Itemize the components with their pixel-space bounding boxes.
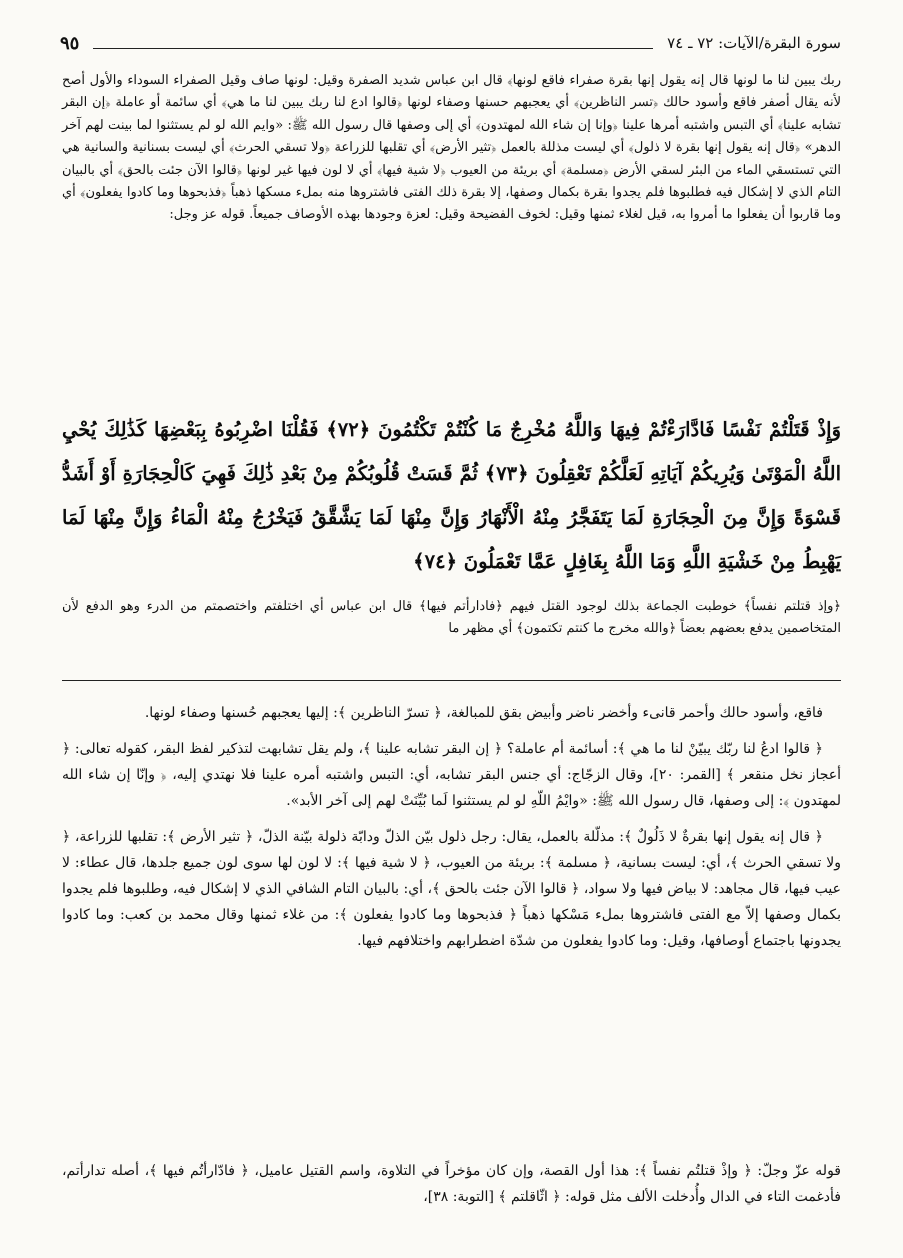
tafsir-after-verse: ﴿وإذ قتلتم نفساً﴾ خوطبت الجماعة بذلك لوجود القتل فيهم ﴿فادارأتم فيها﴾ قال ابن عباس أي اختلفتم واختصمتم من الدرء وهو الدفع لأن المتخاصمين يدفع بعضهم بعضاً ﴿والله مخرج ما كنتم تكتمون﴾ أي مظهر ما (62, 599, 841, 637)
footnote-divider (62, 680, 841, 681)
quran-verses: وَإِذْ قَتَلْتُمْ نَفْسًا فَادَّارَءْتُمْ فِيهَا وَاللَّهُ مُخْرِجٌ مَا كُنْتُمْ تَكْتُمُونَ ﴿٧٢﴾ فَقُلْنَا اضْرِبُوهُ بِبَعْضِهَا كَذَٰلِكَ يُحْيِ اللَّهُ الْمَوْتَىٰ وَيُرِيكُمْ آيَاتِهِ لَعَلَّكُمْ تَعْقِلُونَ ﴿٧٣﴾ ثُمَّ قَسَتْ قُلُوبُكُمْ مِنْ بَعْدِ ذَٰلِكَ فَهِيَ كَالْحِجَارَةِ أَوْ أَشَدُّ قَسْوَةً وَإِنَّ مِنَ الْحِجَارَةِ لَمَا يَتَفَجَّرُ مِنْهُ الْأَنْهَارُ وَإِنَّ مِنْهَا لَمَا يَشَّقَّقُ فَيَخْرُجُ مِنْهُ الْمَاءُ وَإِنَّ مِنْهَا لَمَا يَهْبِطُ مِنْ خَشْيَةِ اللَّهِ وَمَا اللَّهُ بِغَافِلٍ عَمَّا تَعْمَلُونَ ﴿٧٤﴾ (62, 418, 842, 573)
footnote-paragraph: ﴿ قالوا ادعُ لنا ربّك يبيّنْ لنا ما هي ﴾: أسائمة أم عاملة؟ ﴿ إن البقر تشابه علينا ﴾، ولم يقل تشابهت لتذكير لفظ البقر، كقوله تعالى: ﴿ أعجاز نخل منقعر ﴾ [القمر: ٢٠]، وقال الزجّاج: أي جنس البقر تشابه، أي: التبس واشتبه أمره علينا فلا نهتدي إليه، ﴿ وإنّا إن شاء الله لمهتدون ﴾: إلى وصفها، قال رسول الله ﷺ: «وايْمُ اللّهِ لو لم يستثنوا لَما بُيِّنَتْ لهم إلى آخر الأبد». (62, 741, 841, 809)
footnote-paragraph: ﴿ قال إنه يقول إنها بقرةٌ لا ذَلُولٌ ﴾: مذلّلة بالعمل، يقال: رجل ذلول بيّن الذلّ ودابّة ذلولة بيّنة الذلّ، ﴿ تثير الأرض ﴾: تقلبها للزراعة، ﴿ ولا تسقي الحرث ﴾، أي: ليست بسانية، ﴿ مسلمة ﴾: بريئة من العيوب، ﴿ لا شية فيها ﴾: لا لون لها سوى لون جميع جلدها، قال عطاء: لا عيب فيها، قال مجاهد: لا بياض فيها ولا سواد، ﴿ قالوا الآن جئت بالحق ﴾، أي: بالبيان التام الشافي الذي لا إشكال فيه، وطلبوها فلم يجدوا بكمال وصفها إلاّ مع الفتى فاشتروها بملء مَسْكها ذهباً ﴿ فذبحوها وما كادوا يفعلون ﴾: من غلاء ثمنها وقال محمد بن كعب: وما كادوا يجدونها باجتماع أوصافها، وقيل: وما كادوا يفعلون من شدّة اضطرابهم واختلافهم فيها. (62, 829, 842, 949)
surah-verses-title: سورة البقرة/الآيات: ٧٢ ـ ٧٤ (667, 34, 841, 52)
page-header (60, 28, 841, 58)
footnote-paragraph: فاقع، وأسود حالك وأحمر قانىء وأخضر ناضر وأبيض بقق للمبالغة، ﴿ تسرّ الناظرين ﴾: إليها يعجبهم حُسنها وصفاء لونها. (144, 705, 823, 721)
page-number: ٩٥ (60, 32, 80, 54)
tafsir-paragraph: ربك يبين لنا ما لونها قال إنه يقول إنها بقرة صفراء فاقع لونها﴾ قال ابن عباس شديد الصفرة وقيل: لونها صاف وقيل الصفراء السوداء والأول أصح لأنه يقال أصفر فاقع وأسود حالك ﴿تسر الناظرين﴾ أي يعجبهم حسنها وصفاء لونها ﴿قالوا ادع لنا ربك يبين لنا ما هي﴾ أي سائمة أو عاملة ﴿إن البقر تشابه علينا﴾ أي التبس واشتبه أمرها علينا ﴿وإنا إن شاء الله لمهتدون﴾ أي إلى وصفها قال رسول الله ﷺ: «وايم الله لو لم يستثنوا لما بينت لهم آخر الدهر» ﴿قال إنه يقول إنها بقرة لا ذلول﴾ أي ليست مذللة بالعمل ﴿تثير الأرض﴾ أي تقلبها للزراعة ﴿ولا تسقي الحرث﴾ أي ليست بسنانية والسانية هي التي تستسقي الماء من البئر لسقي الأرض ﴿مسلمة﴾ أي بريئة من العيوب ﴿لا شية فيها﴾ أي لا لون فيها غير لونها ﴿قالوا الآن جئت بالحق﴾ أي بالبيان التام الذي لا إشكال فيه فطلبوها فلم يجدوا بقرة بكمال وصفها، إلا بقرة ذلك الفتى فاشتروها منه بملء مسكها ذهباً ﴿فذبحوها وما كادوا يفعلون﴾ أي وما قاربوا أن يفعلوا ما أمروا به، قيل لغلاء ثمنها وقيل: لخوف الفضيحة وقيل: لعزة وجودها بهذه الأوصاف جميعاً. قوله عز وجل: (62, 73, 841, 223)
footnote-last-paragraph: قوله عزّ وجلّ: ﴿ وإذْ قتلتُم نفساً ﴾: هذا أول القصة، وإن كان مؤخراً في التلاوة، واسم القتيل عاميل، ﴿ فادّارأتُم فيها ﴾، أصله تدارأتم، فأدغمت التاء في الدال وأُدخلت الألف مثل قوله: ﴿ اثّاقلتم ﴾ [التوبة: ٣٨]، (62, 1163, 841, 1205)
footnotes-section (62, 700, 841, 1200)
header-rule (93, 48, 653, 49)
